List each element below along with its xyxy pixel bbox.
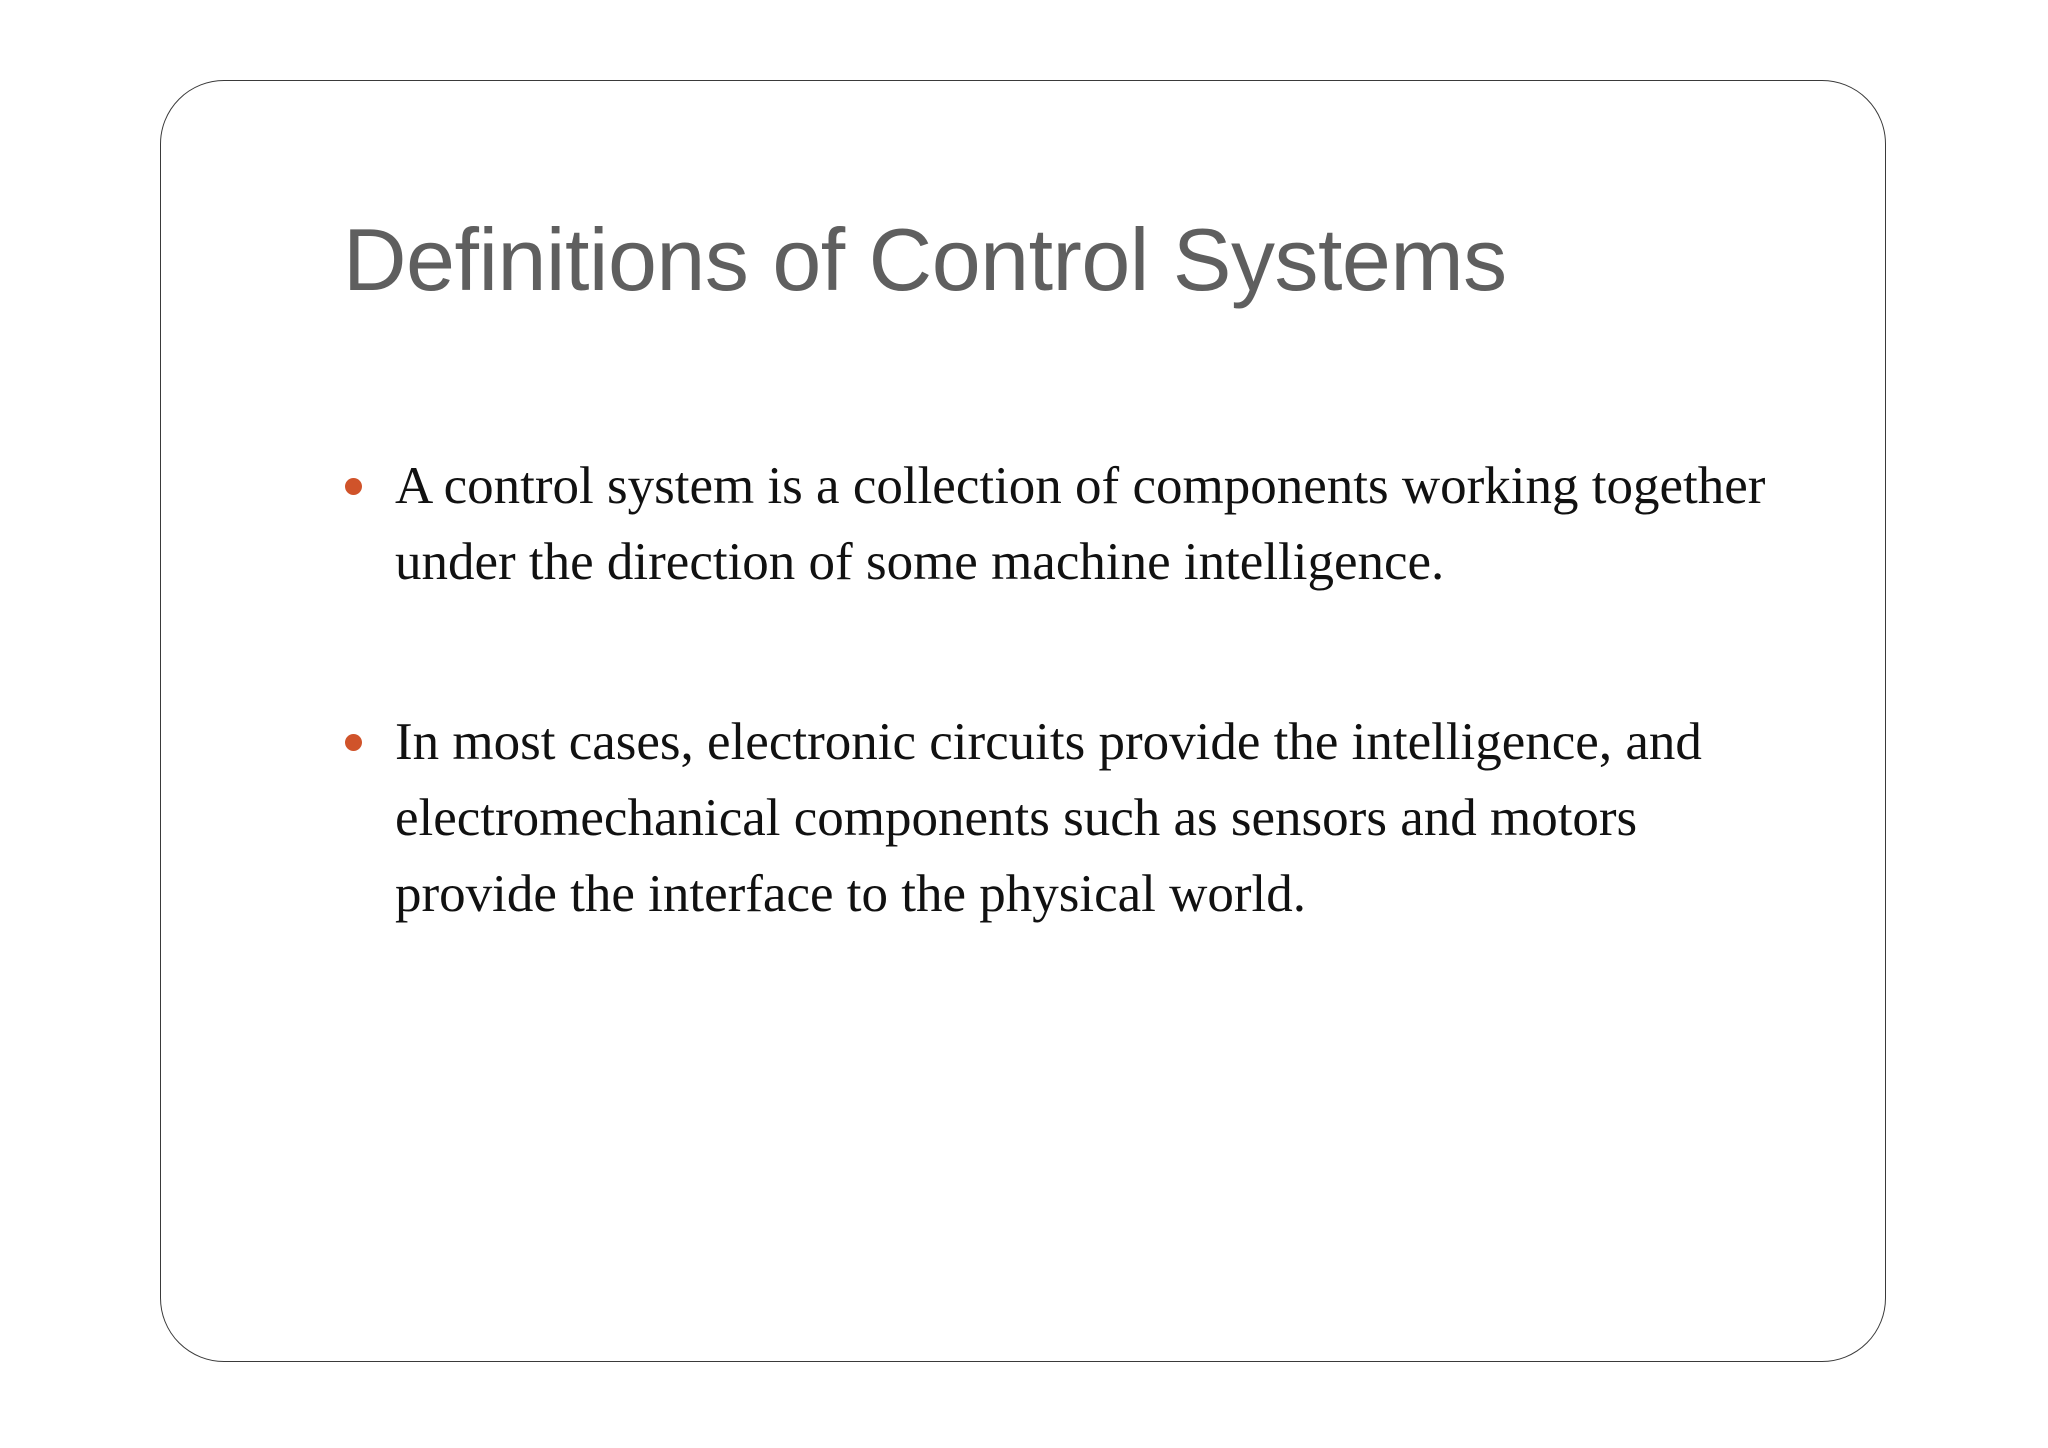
- bullet-list: [340, 448, 1810, 932]
- bullet-item: [340, 448, 1810, 600]
- bullet-text: In most cases, electronic circuits provide the intelligence, and electromechanical components such as sensors and motors provide the interface to the physical world.: [395, 713, 1702, 923]
- bullet-dot-icon: [345, 478, 362, 495]
- bullet-text: A control system is a collection of components working together under the direction of some machine intelligence.: [395, 457, 1766, 591]
- bullet-item: [340, 704, 1810, 932]
- slide-title: Definitions of Control Systems: [343, 210, 1507, 309]
- bullet-dot-icon: [345, 734, 362, 751]
